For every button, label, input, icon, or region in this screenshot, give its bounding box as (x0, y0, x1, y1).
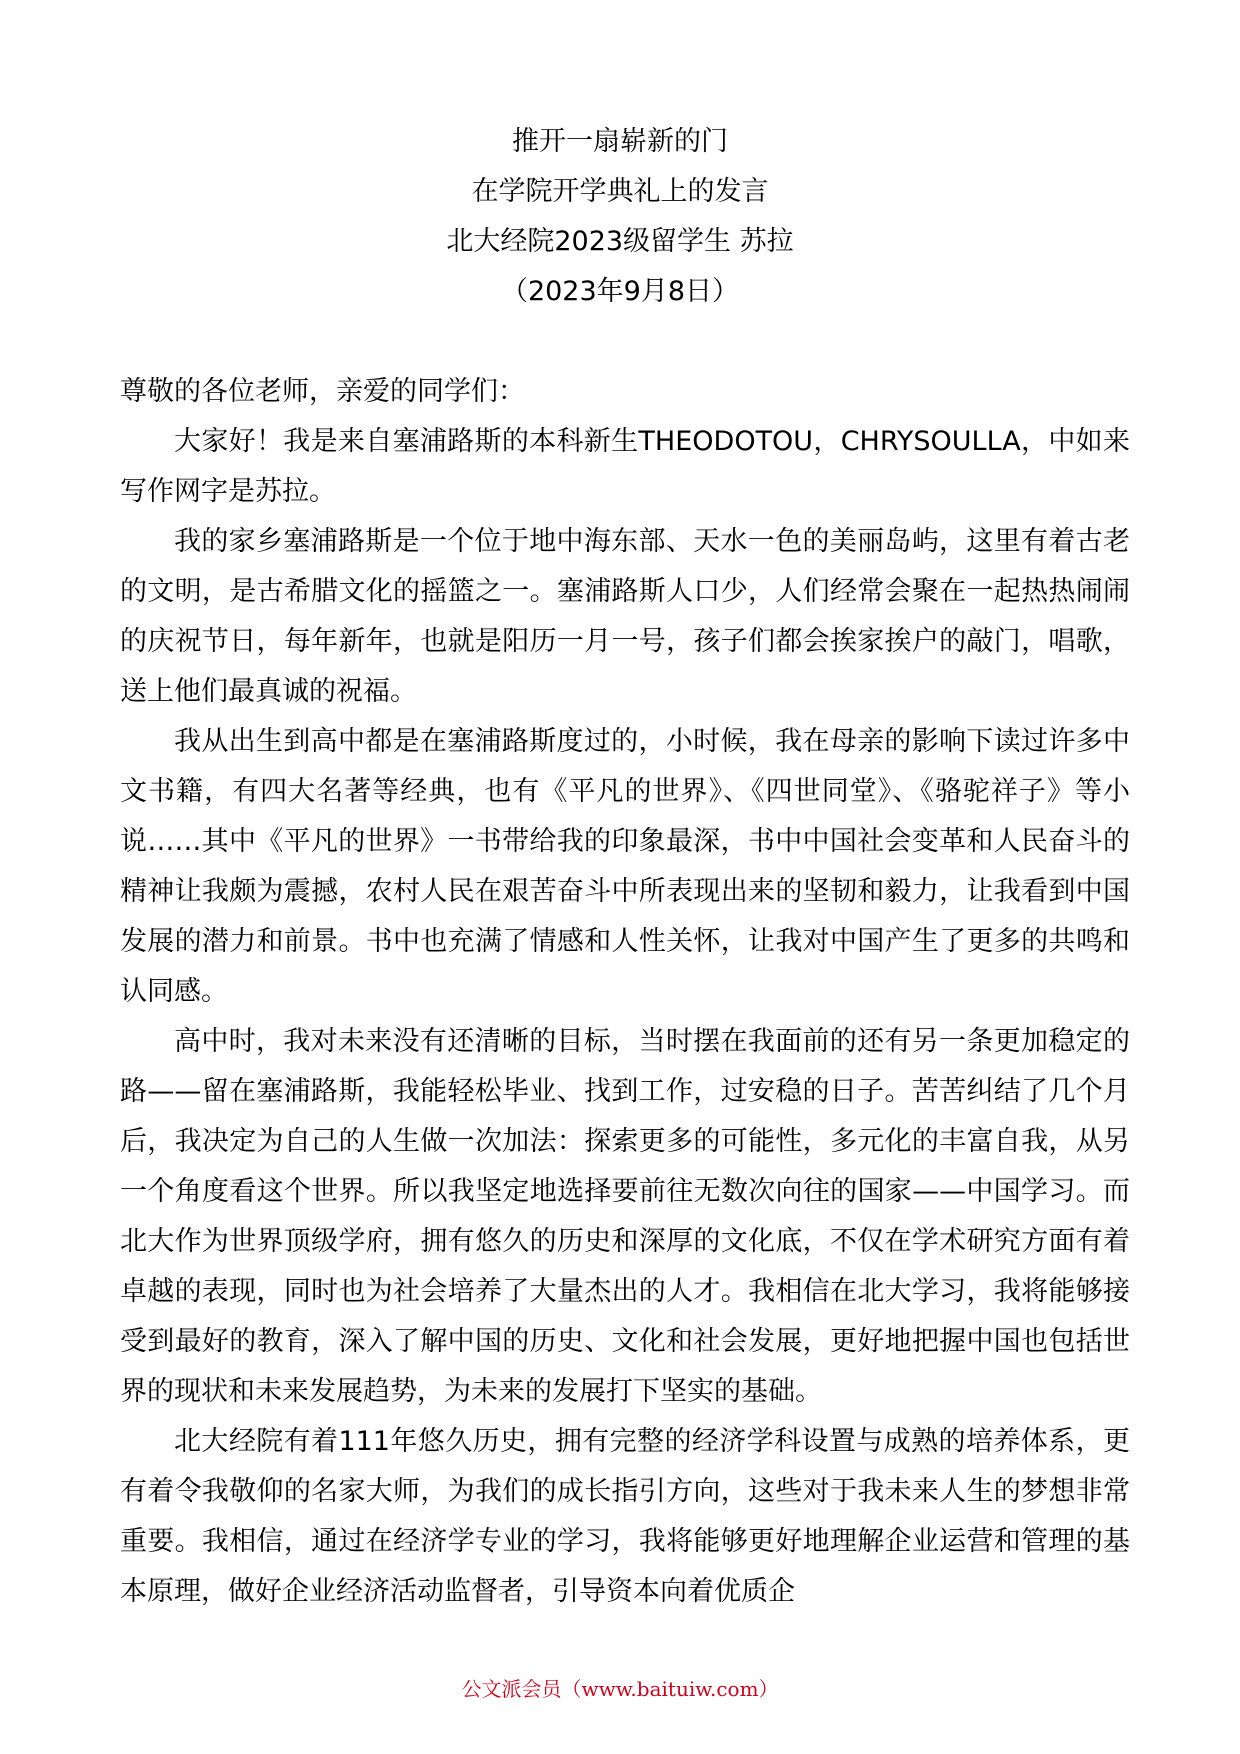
date-line: （2023年9月8日） (500, 276, 740, 307)
paragraph-1: 大家好！我是来自塞浦路斯的本科新生THEODOTOU，CHRYSOULLA，中如来写作网字是苏拉。 (120, 426, 1130, 507)
paragraph-3: 我从出生到高中都是在塞浦路斯度过的，小时候，我在母亲的影响下读过许多中文书籍，有四大名著等经典，也有《平凡的世界》、《四世同堂》、《骆驼祥子》等小说……其中《平凡的世界》一书带给我的印象最深，书中中国社会变革和人民奋斗的精神让我颇为震撼，农村人民在艰苦奋斗中所表现出来的坚韧和毅力，让我看到中国发展的潜力和前景。书中也充满了情感和人性关怀，让我对中国产生了更多的共鸣和认同感。 (120, 726, 1130, 1007)
salutation: 尊敬的各位老师，亲爱的同学们： (120, 376, 525, 407)
paragraph-5: 北大经院有着111年悠久历史，拥有完整的经济学科设置与成熟的培养体系，更有着令我敬仰的名家大师，为我们的成长指引方向，这些对于我未来人生的梦想非常重要。我相信，通过在经济学专业的学习，我将能够更好地理解企业运营和管理的基本原理，做好企业经济活动监督者，引导资本向着优质企 (120, 1426, 1130, 1607)
document-subtitle: 在学院开学典礼上的发言 (471, 176, 769, 207)
paragraph-4: 高中时，我对未来没有还清晰的目标，当时摆在我面前的还有另一条更加稳定的路——留在塞浦路斯，我能轻松毕业、找到工作，过安稳的日子。苦苦纠结了几个月后，我决定为自己的人生做一次加法：探索更多的可能性，多元化的丰富自我，从另一个角度看这个世界。所以我坚定地选择要前往无数次向往的国家——中国学习。而北大作为世界顶级学府，拥有悠久的历史和深厚的文化底，不仅在学术研究方面有着卓越的表现，同时也为社会培养了大量杰出的人才。我相信在北大学习，我将能够接受到最好的教育，深入了解中国的历史、文化和社会发展，更好地把握中国也包括世界的现状和未来发展趋势，为未来的发展打下坚实的基础。 (120, 1026, 1130, 1407)
author-line: 北大经院2023级留学生 苏拉 (446, 226, 794, 257)
paragraph-2: 我的家乡塞浦路斯是一个位于地中海东部、天水一色的美丽岛屿，这里有着古老的文明，是古希腊文化的摇篮之一。塞浦路斯人口少，人们经常会聚在一起热热闹闹的庆祝节日，每年新年，也就是阳历一月一号，孩子们都会挨家挨户的敲门，唱歌，送上他们最真诚的祝福。 (120, 526, 1130, 707)
speech-body (120, 367, 1130, 1617)
title-block (0, 122, 1240, 322)
footer-watermark: 公文派会员（www.baituiw.com） (461, 1677, 779, 1701)
document-title: 推开一扇崭新的门 (512, 126, 728, 157)
